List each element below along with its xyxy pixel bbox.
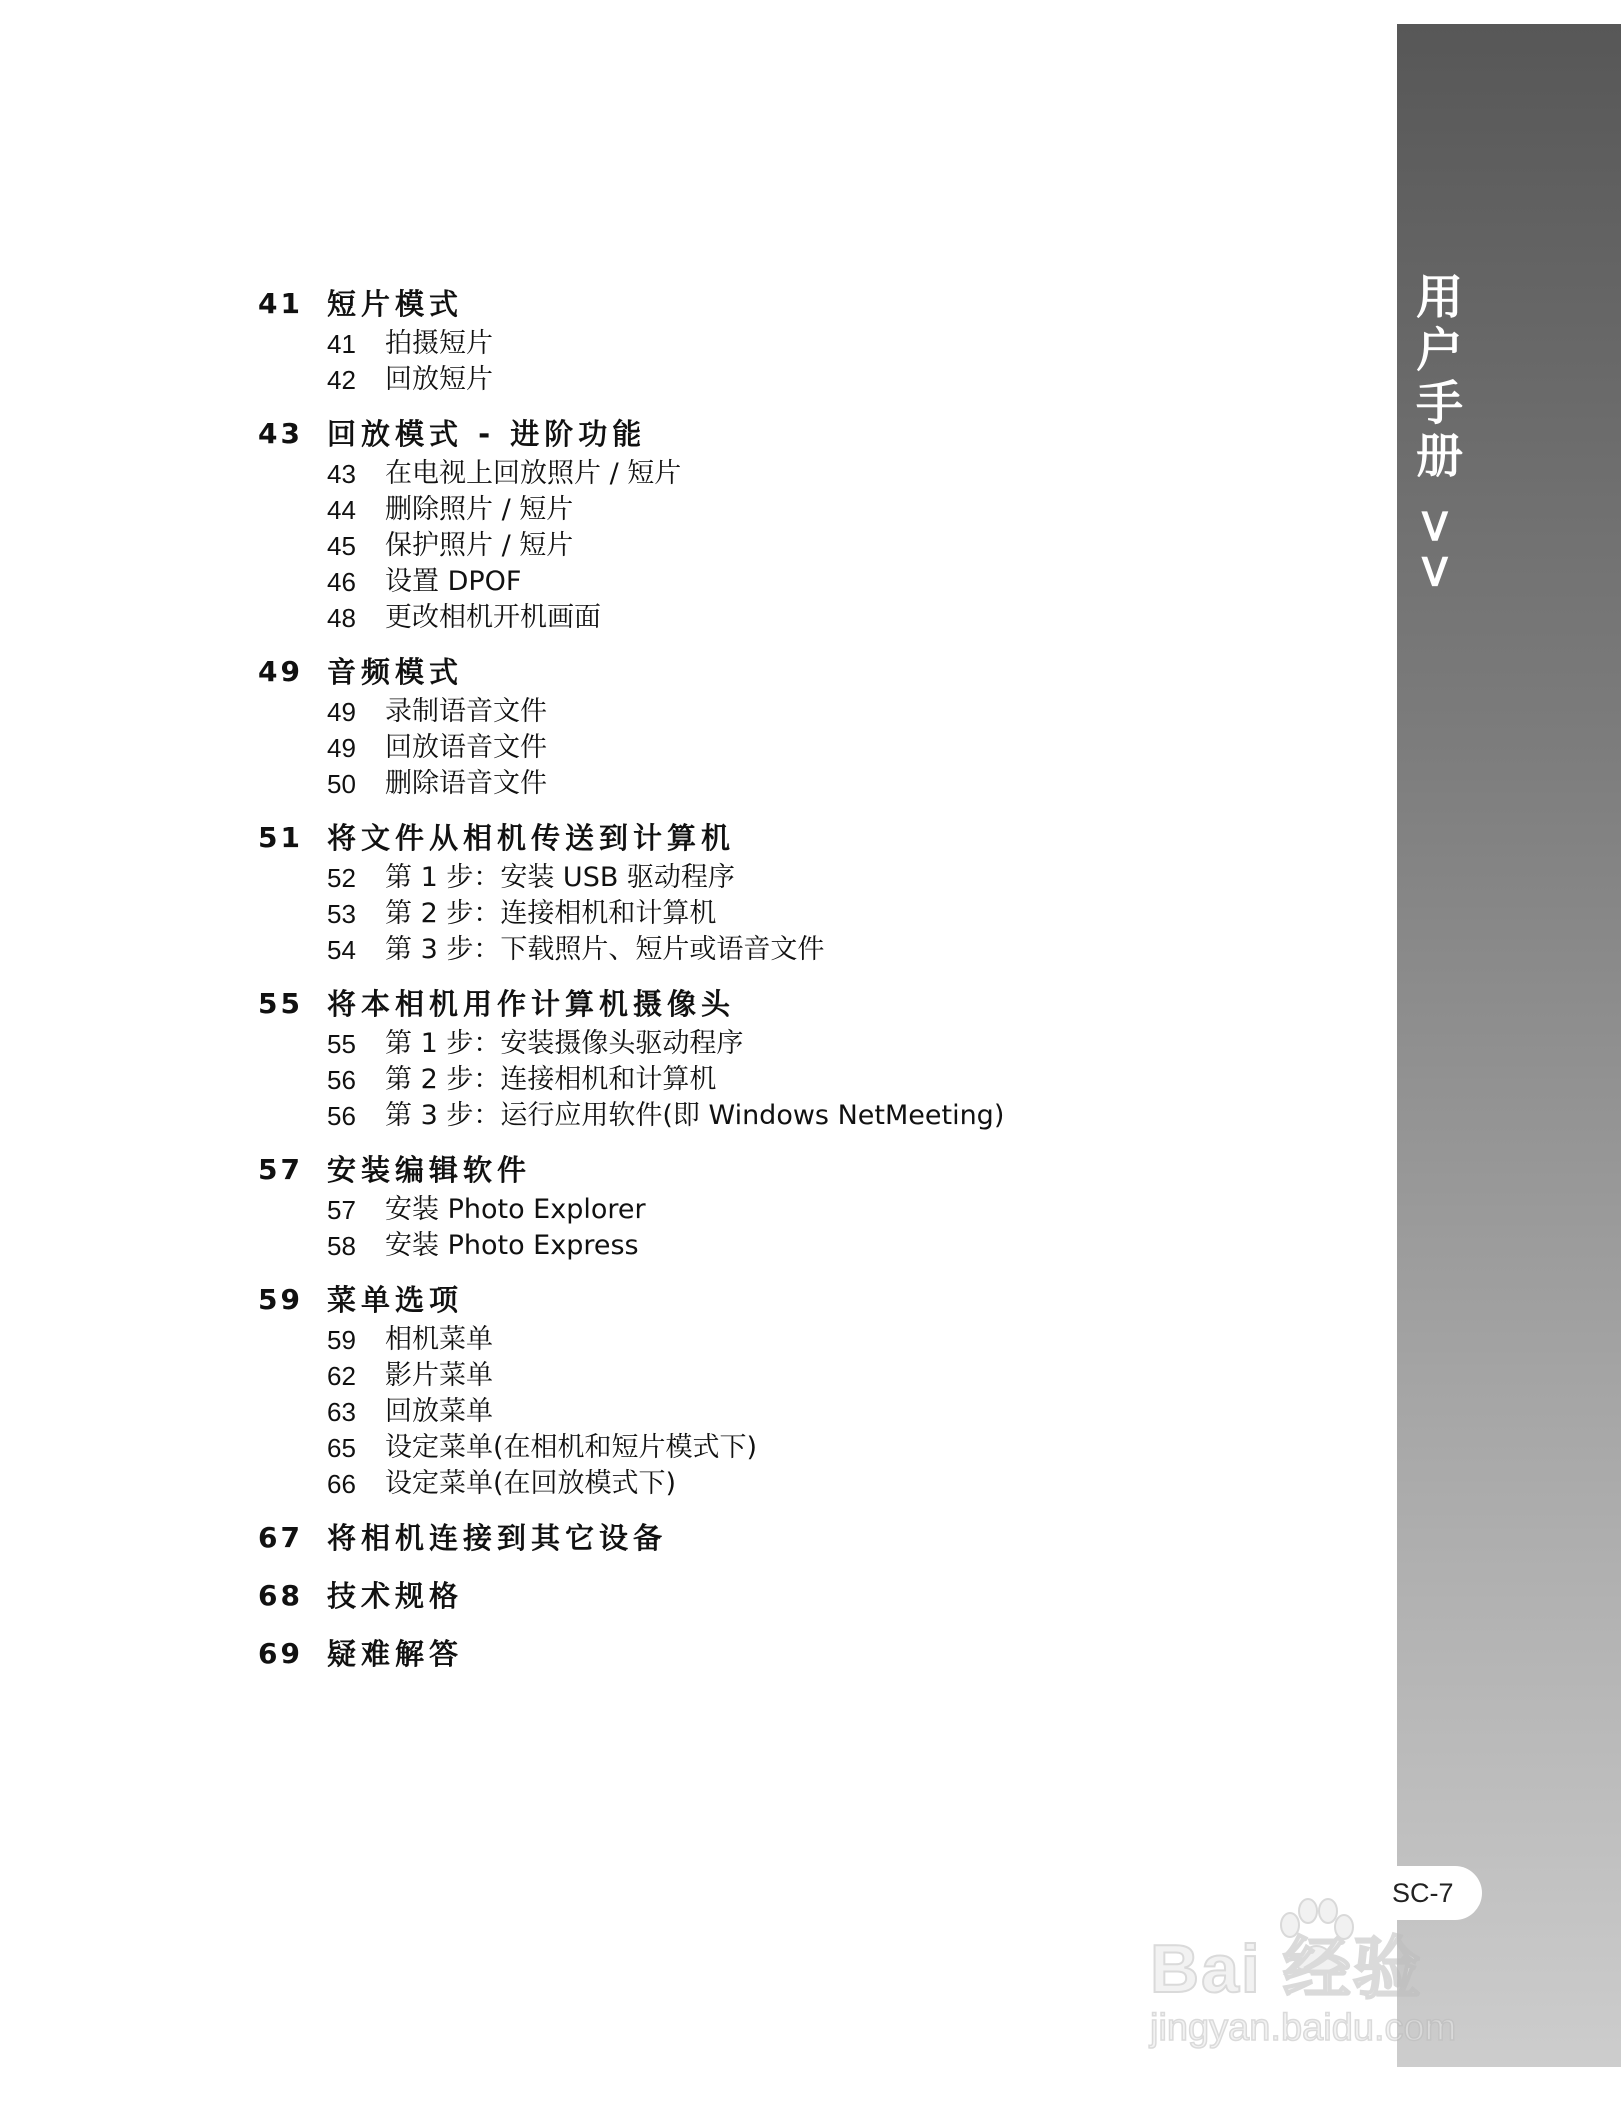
toc-section [258,412,1338,636]
section-page-number: 69 [258,1637,303,1670]
entry-page-number: 44 [327,495,356,525]
toc-section-heading [258,1632,1338,1676]
entry-title: 第 2 步：连接相机和计算机 [385,898,717,929]
section-title: 将文件从相机传送到计算机 [327,821,736,855]
toc-entry [258,1394,1338,1430]
entry-page-number: 59 [327,1325,356,1355]
entry-title: 设定菜单(在相机和短片模式下) [385,1432,758,1463]
entry-title: 影片菜单 [385,1360,493,1391]
toc-entry [258,1358,1338,1394]
entry-page-number: 66 [327,1469,356,1499]
entry-title: 设定菜单(在回放模式下) [385,1468,677,1499]
entry-page-number: 45 [327,531,356,561]
toc-section-heading [258,982,1338,1026]
toc-section [258,982,1338,1134]
section-title: 将相机连接到其它设备 [327,1521,668,1555]
section-title: 技术规格 [327,1579,464,1613]
toc-entry [258,600,1338,636]
section-page-number: 68 [258,1579,303,1612]
toc-entry [258,932,1338,968]
toc-section [258,282,1338,398]
toc-entry [258,528,1338,564]
page-number: SC-7 [1378,1866,1482,1920]
toc-entry [258,766,1338,802]
entry-title: 录制语音文件 [385,696,547,727]
toc-section-heading [258,1574,1338,1618]
section-page-number: 49 [258,655,303,688]
entry-page-number: 48 [327,603,356,633]
section-title: 安装编辑软件 [327,1153,532,1187]
entry-title: 回放菜单 [385,1396,493,1427]
toc-entry [258,694,1338,730]
toc-entry [258,1098,1338,1134]
entry-title: 在电视上回放照片 / 短片 [385,458,682,489]
entry-page-number: 57 [327,1195,356,1225]
entry-title: 第 3 步：下载照片、短片或语音文件 [385,934,825,965]
entry-page-number: 52 [327,863,356,893]
entry-page-number: 49 [327,697,356,727]
entry-page-number: 43 [327,459,356,489]
toc-section [258,1278,1338,1502]
toc-section [258,650,1338,802]
entry-title: 删除语音文件 [385,768,547,799]
entry-title: 第 3 步：运行应用软件(即 Windows NetMeeting) [385,1100,1005,1131]
toc-entry [258,1228,1338,1264]
toc-entry [258,456,1338,492]
entry-page-number: 65 [327,1433,356,1463]
entry-page-number: 58 [327,1231,356,1261]
watermark [1140,1915,1540,2065]
section-page-number: 59 [258,1283,303,1316]
section-page-number: 43 [258,417,303,450]
toc-section-heading [258,816,1338,860]
entry-page-number: 56 [327,1101,356,1131]
entry-title: 删除照片 / 短片 [385,494,574,525]
toc-section [258,1574,1338,1618]
toc-entry [258,1062,1338,1098]
toc-entry [258,1322,1338,1358]
entry-title: 第 1 步：安装 USB 驱动程序 [385,862,735,893]
toc-section-heading [258,1516,1338,1560]
entry-page-number: 62 [327,1361,356,1391]
section-page-number: 41 [258,287,303,320]
section-title: 回放模式 - 进阶功能 [327,417,647,451]
toc-entry [258,730,1338,766]
entry-page-number: 46 [327,567,356,597]
entry-title: 回放短片 [385,364,493,395]
entry-title: 更改相机开机画面 [385,602,601,633]
section-page-number: 67 [258,1521,303,1554]
toc-entry [258,860,1338,896]
toc-section [258,816,1338,968]
toc-entry [258,1466,1338,1502]
toc-section-heading [258,1278,1338,1322]
section-page-number: 57 [258,1153,303,1186]
section-title: 短片模式 [327,287,464,321]
toc-section-heading [258,1148,1338,1192]
entry-title: 保护照片 / 短片 [385,530,574,561]
toc-section-heading [258,412,1338,456]
entry-title: 安装 Photo Explorer [385,1194,646,1225]
entry-title: 安装 Photo Express [385,1230,639,1261]
toc-entry [258,896,1338,932]
toc-entry [258,362,1338,398]
entry-page-number: 53 [327,899,356,929]
toc-section-heading [258,650,1338,694]
entry-page-number: 54 [327,935,356,965]
table-of-contents [258,282,1338,1690]
entry-page-number: 55 [327,1029,356,1059]
entry-title: 回放语音文件 [385,732,547,763]
entry-title: 拍摄短片 [385,328,493,359]
entry-title: 第 2 步：连接相机和计算机 [385,1064,717,1095]
toc-section [258,1632,1338,1676]
section-title: 音频模式 [327,655,464,689]
entry-page-number: 41 [327,329,356,359]
watermark-brand: Bai 经验 [1150,1931,1423,2007]
watermark-url: jingyan.baidu.com [1150,2007,1457,2049]
entry-title: 设置 DPOF [385,566,522,597]
toc-entry [258,492,1338,528]
toc-section [258,1516,1338,1560]
entry-title: 相机菜单 [385,1324,493,1355]
toc-entry [258,1026,1338,1062]
entry-page-number: 49 [327,733,356,763]
side-tab-title: 用户手册 >> [1408,272,1463,598]
toc-entry [258,1430,1338,1466]
section-title: 菜单选项 [327,1283,464,1317]
entry-page-number: 63 [327,1397,356,1427]
section-page-number: 51 [258,821,303,854]
section-page-number: 55 [258,987,303,1020]
entry-page-number: 50 [327,769,356,799]
toc-entry [258,564,1338,600]
entry-title: 第 1 步：安装摄像头驱动程序 [385,1028,744,1059]
entry-page-number: 56 [327,1065,356,1095]
section-title: 将本相机用作计算机摄像头 [327,987,736,1021]
toc-entry [258,1192,1338,1228]
entry-page-number: 42 [327,365,356,395]
toc-section-heading [258,282,1338,326]
toc-section [258,1148,1338,1264]
section-title: 疑难解答 [327,1637,464,1671]
toc-entry [258,326,1338,362]
